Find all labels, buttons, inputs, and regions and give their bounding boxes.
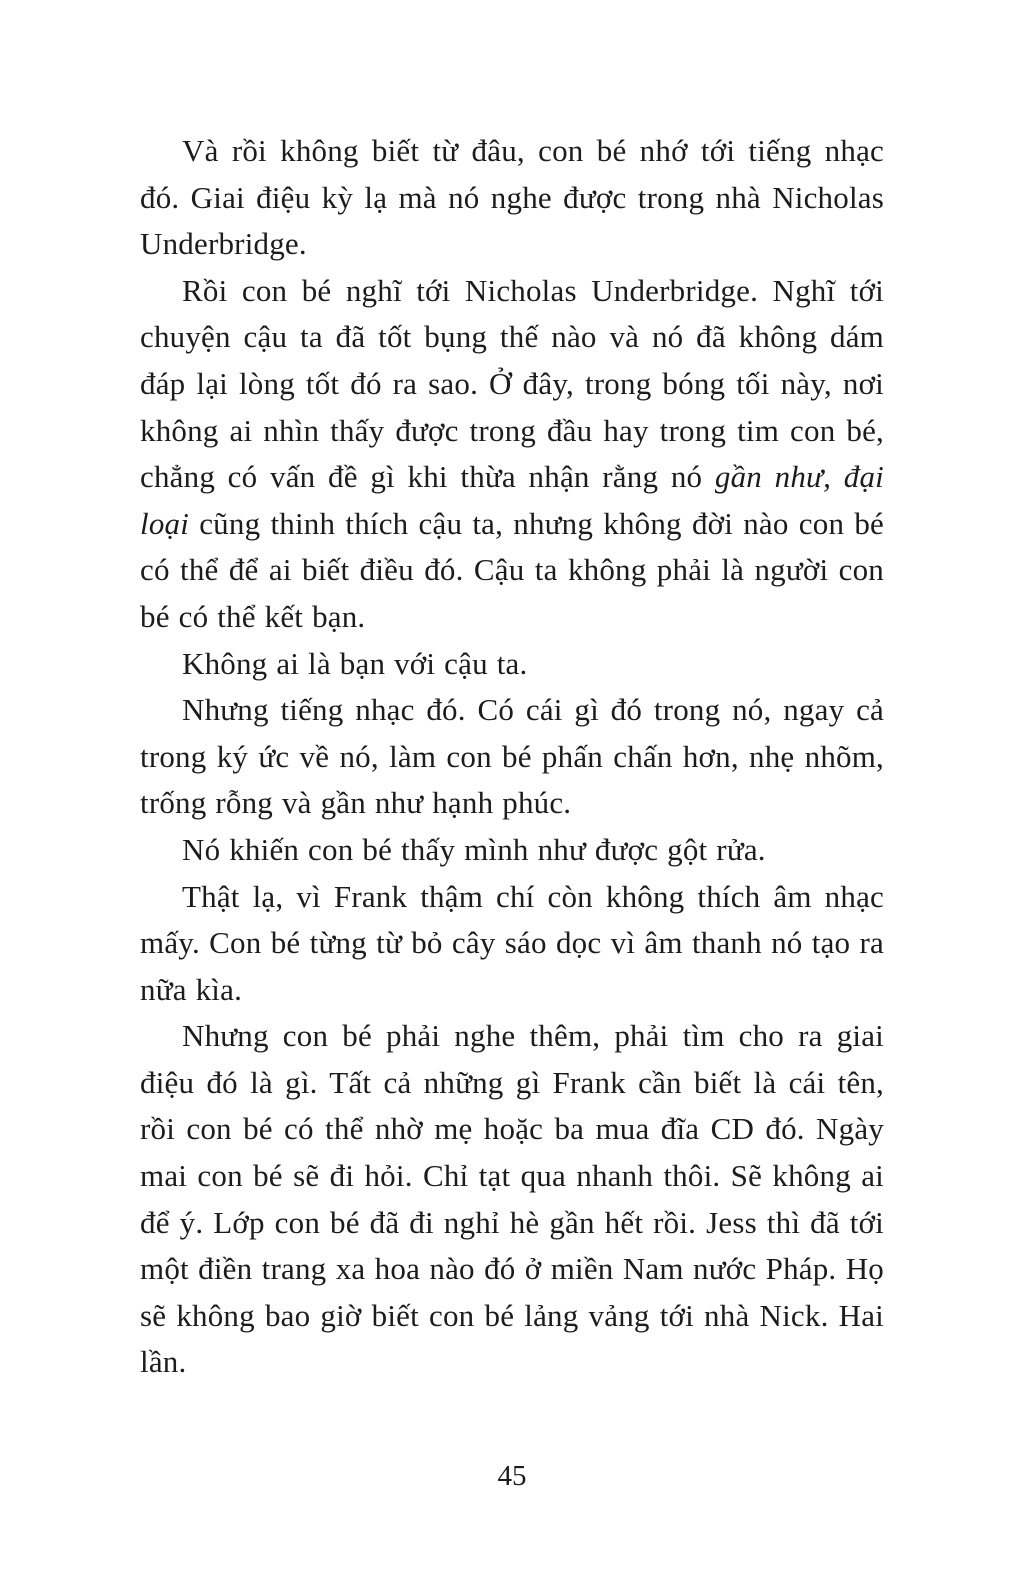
text-segment: Nhưng tiếng nhạc đó. Có cái gì đó trong nó, ngay cả trong ký ức về nó, làm con bé phấn chấn hơn, nhẹ nhõm, trống rỗng và gần như hạnh phúc. — [140, 692, 884, 821]
text-segment: cũng thinh thích cậu ta, nhưng không đời nào con bé có thể để ai biết điều đó. Cậu ta không phải là người con bé có thể kết bạn. — [140, 505, 884, 634]
paragraph — [140, 128, 884, 268]
italic-text-segment: gần như, đại loại — [140, 459, 884, 541]
paragraph — [140, 827, 884, 874]
paragraph — [140, 268, 884, 641]
text-segment: Thật lạ, vì Frank thậm chí còn không thích âm nhạc mấy. Con bé từng từ bỏ cây sáo dọc vì âm thanh nó tạo ra nữa kìa. — [140, 878, 884, 1007]
paragraph — [140, 1013, 884, 1386]
text-segment: Nó khiến con bé thấy mình như được gột rửa. — [182, 831, 766, 867]
paragraph — [140, 874, 884, 1014]
page-footer — [0, 1460, 1024, 1493]
text-segment: Không ai là bạn với cậu ta. — [182, 645, 528, 681]
text-segment: Nhưng con bé phải nghe thêm, phải tìm cho ra giai điệu đó là gì. Tất cả những gì Frank cần biết là cái tên, rồi con bé có thể nhờ mẹ hoặc ba mua đĩa CD đó. Ngày mai con bé sẽ đi hỏi. Chỉ tạt qua nhanh thôi. Sẽ không ai để ý. Lớp con bé đã đi nghỉ hè gần hết rồi. Jess thì đã tới một điền trang xa hoa nào đó ở miền Nam nước Pháp. Họ sẽ không bao giờ biết con bé lảng vảng tới nhà Nick. Hai lần. — [140, 1018, 884, 1380]
paragraph — [140, 687, 884, 827]
text-block — [140, 128, 884, 1386]
page-number: 45 — [497, 1460, 527, 1492]
paragraph — [140, 641, 884, 688]
text-segment: Và rồi không biết từ đâu, con bé nhớ tới tiếng nhạc đó. Giai điệu kỳ lạ mà nó nghe được trong nhà Nicholas Underbridge. — [140, 133, 884, 262]
text-segment: Rồi con bé nghĩ tới Nicholas Underbridge. Nghĩ tới chuyện cậu ta đã tốt bụng thế nào và nó đã không dám đáp lại lòng tốt đó ra sao. Ở đây, trong bóng tối này, nơi không ai nhìn thấy được trong đầu hay trong tim con bé, chẳng có vấn đề gì khi thừa nhận rằng nó — [140, 272, 884, 495]
